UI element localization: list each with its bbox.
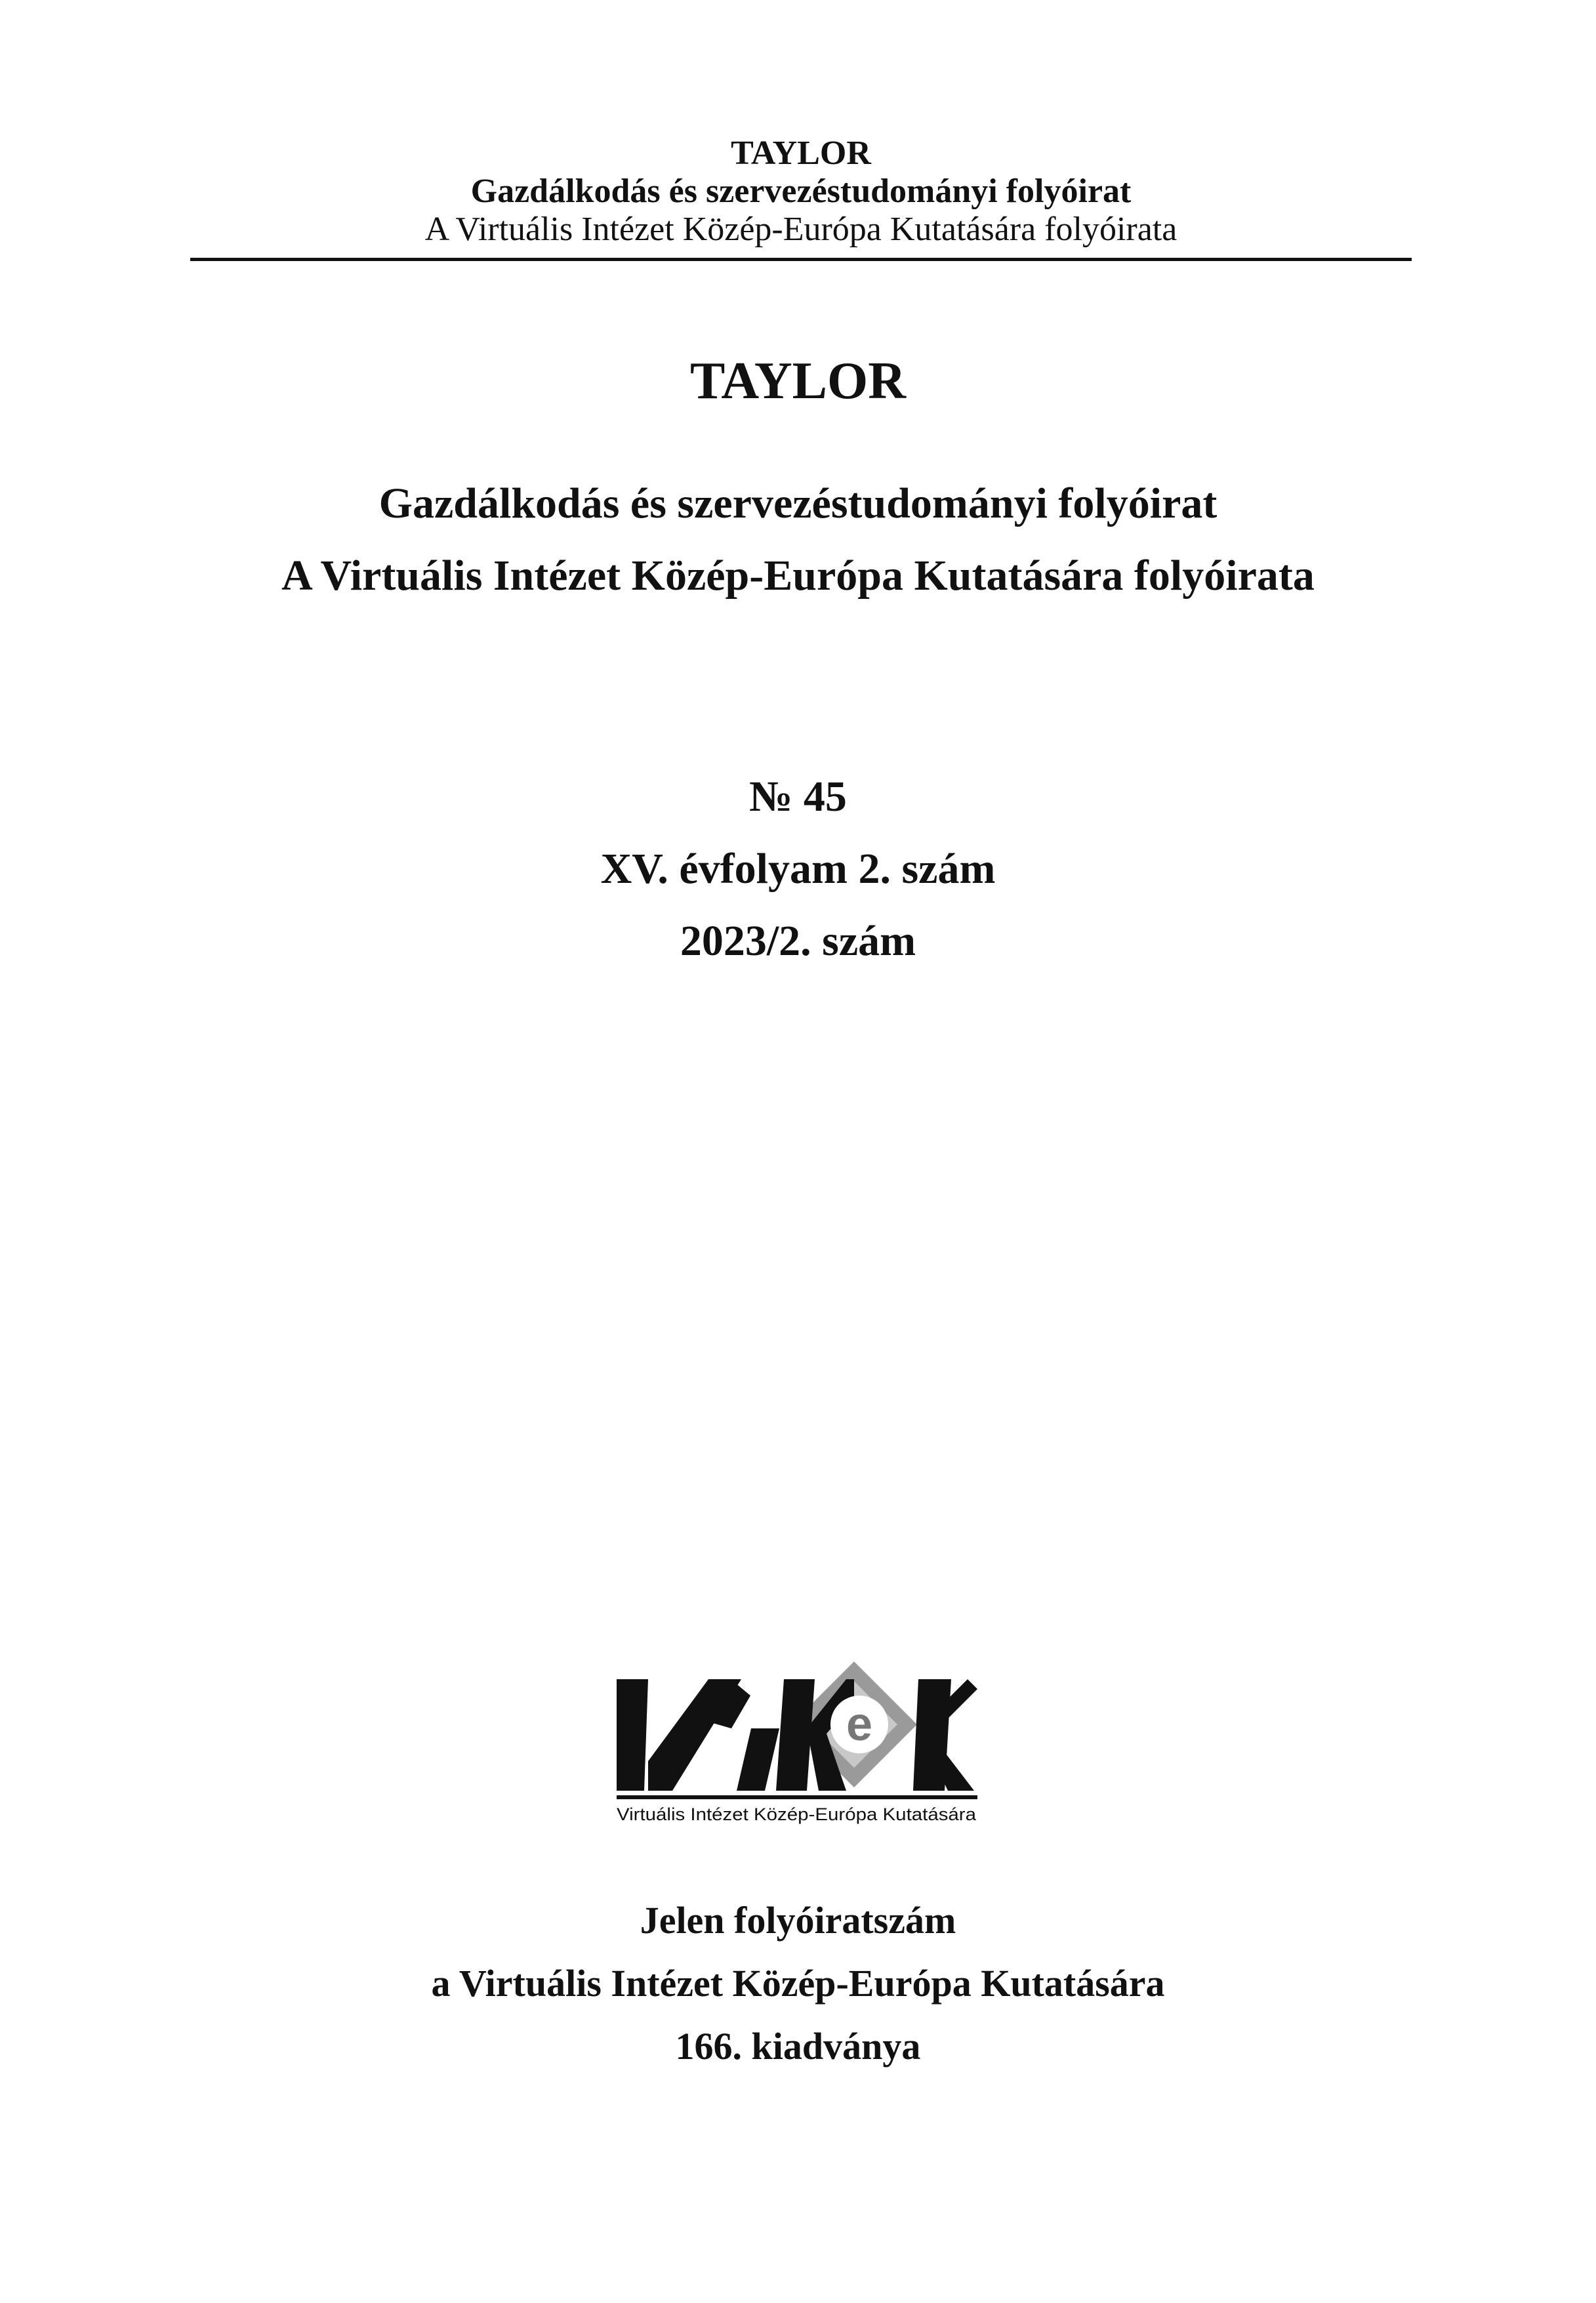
logo-letters xyxy=(617,1679,977,1791)
journal-publisher-line: A Virtuális Intézet Közép-Európa Kutatására folyóirata xyxy=(281,552,1315,600)
volume-number: XV. évfolyam 2. szám xyxy=(600,845,996,893)
publication-note-line-2: a Virtuális Intézet Közép-Európa Kutatására xyxy=(431,1962,1165,2005)
logo-underline xyxy=(617,1795,977,1799)
issue-info xyxy=(0,761,1596,977)
journal-title: TAYLOR xyxy=(690,352,906,410)
journal-subtitle: Gazdálkodás és szervezéstudományi folyóirat xyxy=(379,479,1217,527)
year-issue: 2023/2. szám xyxy=(680,917,916,965)
publication-note-line-1: Jelen folyóiratszám xyxy=(640,1899,956,1942)
running-header-title: TAYLOR xyxy=(731,134,871,172)
header-divider xyxy=(190,258,1412,261)
running-header xyxy=(190,134,1412,249)
running-header-subtitle: Gazdálkodás és szervezéstudományi folyóirat xyxy=(470,173,1132,210)
running-header-publisher: A Virtuális Intézet Közép-Európa Kutatására folyóirata xyxy=(424,211,1177,248)
logo-e-letter: e xyxy=(846,1698,873,1751)
logo-caption: Virtuális Intézet Közép-Európa Kutatására xyxy=(617,1804,977,1824)
issue-number: № 45 xyxy=(749,773,847,821)
publication-note-line-3: 166. kiadványa xyxy=(675,2025,921,2068)
journal-subtitle-block xyxy=(0,468,1596,612)
vikek-logo xyxy=(610,1656,984,1846)
publication-note xyxy=(0,1889,1596,2078)
